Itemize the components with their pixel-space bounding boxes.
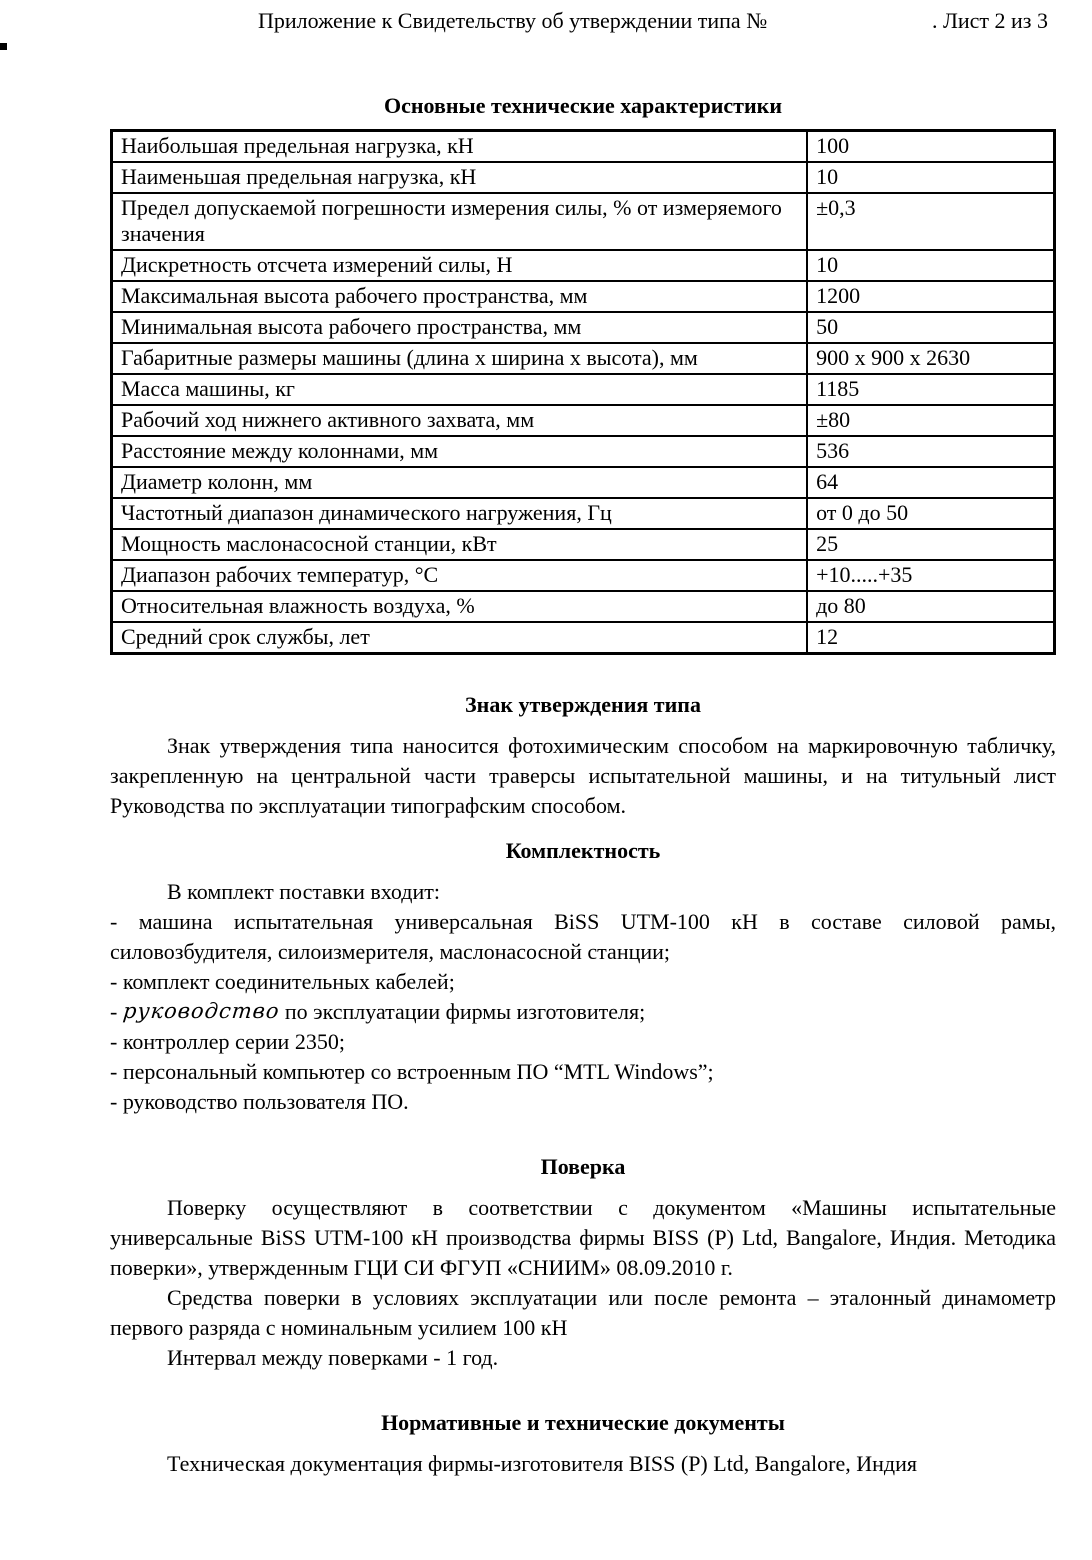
page-header [0, 8, 1092, 38]
list-item-text: по эксплуатации фирмы изготовителя; [279, 999, 646, 1024]
list-item-handwritten [110, 997, 1056, 1027]
header-appendix-title: Приложение к Свидетельству об утверждении типа № [258, 8, 768, 33]
verification-paragraph: Средства поверки в условиях эксплуатации или после ремонта – эталонный динамометр первого разряда с номинальным усилием 100 кН [110, 1285, 1056, 1340]
spec-label: Мощность маслонасосной станции, кВт [112, 529, 808, 560]
spec-value: 10 [807, 250, 1054, 281]
spec-value: 10 [807, 162, 1054, 193]
spec-value: +10.....+35 [807, 560, 1054, 591]
table-row [112, 529, 1055, 560]
list-item [110, 1087, 1056, 1117]
list-item [110, 967, 1056, 997]
spec-label: Наименьшая предельная нагрузка, кН [112, 162, 808, 193]
spec-value: 50 [807, 312, 1054, 343]
table-row [112, 622, 1055, 654]
spec-value: 536 [807, 436, 1054, 467]
spec-label: Максимальная высота рабочего пространства, мм [112, 281, 808, 312]
spec-label: Наибольшая предельная нагрузка, кН [112, 131, 808, 163]
spec-label: Расстояние между колоннами, мм [112, 436, 808, 467]
spec-value: от 0 до 50 [807, 498, 1054, 529]
spec-label: Относительная влажность воздуха, % [112, 591, 808, 622]
table-row [112, 591, 1055, 622]
spec-label: Габаритные размеры машины (длина х ширина х высота), мм [112, 343, 808, 374]
spec-value: 900 х 900 х 2630 [807, 343, 1054, 374]
specs-table-title: Основные технические характеристики [383, 93, 782, 118]
list-item-text: - контроллер серии 2350; [110, 1029, 345, 1054]
verification-paragraph: Поверку осуществляют в соответствии с документом «Машины испытательные универсальные BiSS UTM-100 кН производства фирмы BISS (P) Ltd, Bangalore, Индия. Методика поверки», утвержденным ГЦИ СИ ФГУП «СНИИМ» 08.09.2010 г. [110, 1195, 1056, 1280]
table-row [112, 162, 1055, 193]
list-item [110, 1057, 1056, 1087]
list-item-text: - руководство пользователя ПО. [110, 1089, 409, 1114]
spec-label: Диаметр колонн, мм [112, 467, 808, 498]
table-row [112, 281, 1055, 312]
spec-value: 12 [807, 622, 1054, 654]
verification-interval: Интервал между поверками - 1 год. [167, 1345, 499, 1370]
table-row [112, 193, 1055, 250]
list-item-text: - комплект соединительных кабелей; [110, 969, 455, 994]
type-approval-paragraph: Знак утверждения типа наносится фотохимическим способом на маркировочную табличку, закрепленную на центральной части траверсы испытательной машины, и на титульный лист Руководства по эксплуатации типографским способом. [110, 733, 1056, 818]
spec-value: 64 [807, 467, 1054, 498]
spec-value: 1200 [807, 281, 1054, 312]
list-item-dash: - [110, 999, 123, 1024]
section-heading-normative-docs: Нормативные и технические документы [381, 1410, 785, 1435]
list-item-text: - персональный компьютер со встроенным ПО “MTL Windows”; [110, 1059, 714, 1084]
table-row [112, 405, 1055, 436]
kit-list [110, 907, 1056, 1117]
spec-label: Средний срок службы, лет [112, 622, 808, 654]
table-row [112, 436, 1055, 467]
table-row [112, 131, 1055, 163]
section-heading-completeness: Комплектность [505, 838, 661, 863]
section-heading-verification: Поверка [540, 1154, 626, 1179]
spec-label: Минимальная высота рабочего пространства, мм [112, 312, 808, 343]
table-row [112, 343, 1055, 374]
table-row [112, 374, 1055, 405]
list-item [110, 907, 1056, 967]
spec-value: 100 [807, 131, 1054, 163]
spec-value: ±0,3 [807, 193, 1054, 250]
scan-artifact-dot [0, 43, 7, 50]
header-sheet-number: . Лист 2 из 3 [931, 8, 1048, 33]
spec-label: Диапазон рабочих температур, °С [112, 560, 808, 591]
spec-label: Рабочий ход нижнего активного захвата, мм [112, 405, 808, 436]
table-row [112, 312, 1055, 343]
document-content [110, 92, 1056, 1479]
table-row [112, 250, 1055, 281]
list-item [110, 1027, 1056, 1057]
section-heading-type-approval: Знак утверждения типа [465, 692, 701, 717]
spec-label: Масса машины, кг [112, 374, 808, 405]
list-item-text: - машина испытательная универсальная BiSS UTM-100 кН в составе силовой рамы, силовозбудителя, силоизмерителя, маслонасосной станции; [110, 909, 1056, 964]
spec-value: до 80 [807, 591, 1054, 622]
table-row [112, 467, 1055, 498]
spec-value: 1185 [807, 374, 1054, 405]
spec-label: Предел допускаемой погрешности измерения силы, % от измеряемого значения [112, 193, 808, 250]
spec-value: 25 [807, 529, 1054, 560]
spec-value: ±80 [807, 405, 1054, 436]
specs-table [110, 129, 1056, 655]
table-row [112, 498, 1055, 529]
table-row [112, 560, 1055, 591]
handwritten-word: руководство [121, 999, 281, 1023]
spec-label: Дискретность отсчета измерений силы, Н [112, 250, 808, 281]
completeness-intro: В комплект поставки входит: [167, 879, 440, 904]
spec-label: Частотный диапазон динамического нагружения, Гц [112, 498, 808, 529]
normative-docs-paragraph: Техническая документация фирмы-изготовителя BISS (P) Ltd, Bangalore, Индия [167, 1451, 917, 1476]
